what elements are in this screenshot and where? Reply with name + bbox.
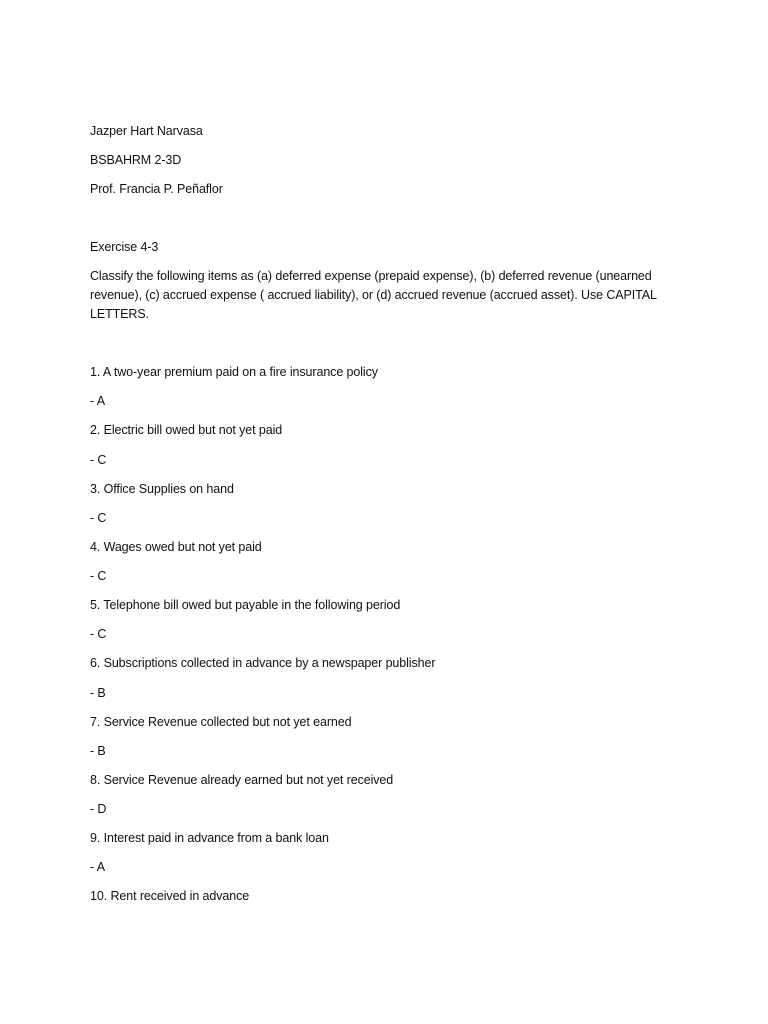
question-5: 5. Telephone bill owed but payable in the following period	[90, 598, 401, 612]
answer-6: - B	[90, 686, 106, 700]
exercise-instructions: Classify the following items as (a) deferred expense (prepaid expense), (b) deferred revenue (unearned revenue), (c) accrued expense ( accrued liability), or (d) accrued revenue (accrued asset). Use CAPITAL LETTERS.	[90, 269, 657, 321]
question-1: 1. A two-year premium paid on a fire insurance policy	[90, 365, 378, 379]
question-4: 4. Wages owed but not yet paid	[90, 540, 262, 554]
question-6: 6. Subscriptions collected in advance by a newspaper publisher	[90, 656, 436, 670]
question-2: 2. Electric bill owed but not yet paid	[90, 423, 283, 437]
answer-4: - C	[90, 569, 107, 583]
answer-7: - B	[90, 744, 106, 758]
student-name: Jazper Hart Narvasa	[90, 124, 203, 138]
answer-3: - C	[90, 511, 107, 525]
exercise-title: Exercise 4-3	[90, 240, 159, 254]
answer-1: - A	[90, 394, 105, 408]
answer-5: - C	[90, 627, 107, 641]
course-section: BSBAHRM 2-3D	[90, 153, 182, 167]
answer-9: - A	[90, 860, 105, 874]
question-10: 10. Rent received in advance	[90, 889, 250, 903]
answer-2: - C	[90, 453, 107, 467]
professor-name: Prof. Francia P. Peñaflor	[90, 182, 223, 196]
question-9: 9. Interest paid in advance from a bank loan	[90, 831, 329, 845]
question-8: 8. Service Revenue already earned but not yet received	[90, 773, 394, 787]
question-7: 7. Service Revenue collected but not yet earned	[90, 715, 352, 729]
answer-8: - D	[90, 802, 107, 816]
question-3: 3. Office Supplies on hand	[90, 482, 234, 496]
